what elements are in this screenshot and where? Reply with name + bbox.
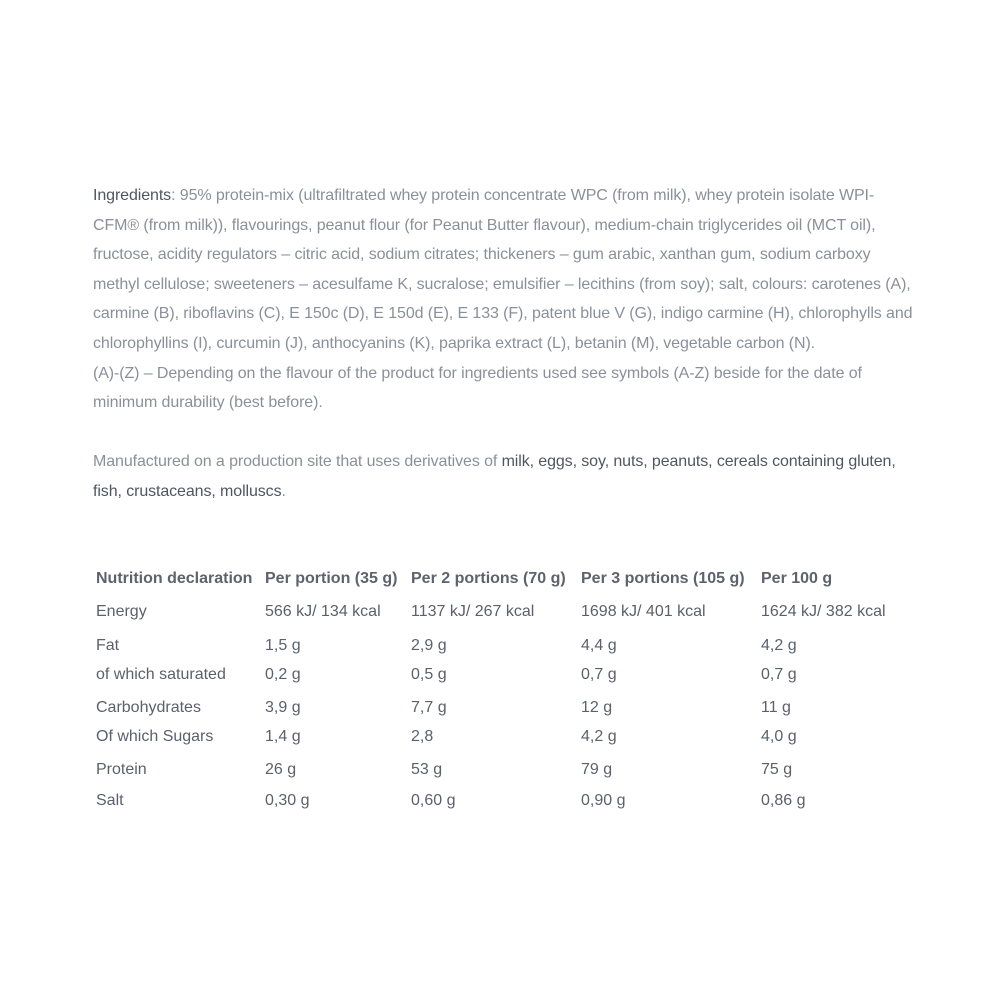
cell-value: 79 g — [581, 761, 613, 778]
cell-value: 4,2 g — [581, 728, 617, 745]
header-per-100g: Per 100 g — [761, 570, 833, 587]
cell-label: Salt — [96, 792, 124, 809]
spacer — [93, 418, 913, 448]
cell-label: Carbohydrates — [96, 699, 201, 716]
cell-value: 0,30 g — [265, 792, 310, 809]
header-per-2-portions: Per 2 portions (70 g) — [411, 570, 566, 587]
allergens-prefix: Manufactured on a production site that uses derivatives of — [93, 453, 502, 471]
cell-label: of which saturated — [96, 666, 226, 683]
allergens-paragraph — [93, 447, 913, 506]
cell-value: 566 kJ/ 134 kcal — [265, 603, 381, 620]
nutrition-table — [93, 562, 908, 816]
cell-value: 11 g — [761, 699, 791, 716]
symbols-note: (A)-(Z) – Depending on the flavour of the product for ingredients used see symbols (A-Z) beside for the date of minimum durability (best before). — [93, 364, 862, 412]
row-salt — [93, 785, 908, 816]
cell-value: 1,5 g — [265, 637, 301, 654]
row-saturated — [93, 661, 908, 689]
cell-value: 3,9 g — [265, 699, 301, 716]
cell-value: 4,0 g — [761, 728, 797, 745]
cell-value: 4,4 g — [581, 637, 617, 654]
row-carbohydrates — [93, 689, 908, 723]
row-fat — [93, 627, 908, 661]
cell-value: 0,60 g — [411, 792, 456, 809]
cell-value: 1,4 g — [265, 728, 301, 745]
cell-label: Of which Sugars — [96, 728, 214, 745]
cell-label: Fat — [96, 637, 120, 654]
row-energy — [93, 596, 908, 627]
header-nutrition-declaration: Nutrition declaration — [96, 570, 253, 587]
cell-value: 0,90 g — [581, 792, 626, 809]
cell-value: 2,9 g — [411, 637, 447, 654]
cell-value: 4,2 g — [761, 637, 797, 654]
cell-value: 1698 kJ/ 401 kcal — [581, 603, 706, 620]
cell-label: Protein — [96, 761, 147, 778]
product-info — [93, 181, 913, 507]
cell-value: 26 g — [265, 761, 297, 778]
allergens-suffix: . — [281, 482, 286, 500]
cell-value: 0,2 g — [265, 666, 301, 683]
row-protein — [93, 751, 908, 785]
cell-value: 75 g — [761, 761, 793, 778]
ingredients-text: : 95% protein-mix (ultrafiltrated whey protein concentrate WPC (from milk), whey protein isolate WPI-CFM® (from milk)), flavourings, peanut flour (for Peanut Butter flavour), medium-chain triglycerides oil (MCT oil), fructose, acidity regulators – citric acid, sodium citrates; thickeners – gum arabic, xanthan gum, sodium carboxy methyl cellulose; sweeteners – acesulfame K, sucralose; emulsifier – lecithins (from soy); salt, colours: carotenes (A), carmine (B), riboflavins (C), E 150c (D), E 150d (E), E 133 (F), patent blue V (G), indigo carmine (H), chlorophylls and chlorophyllins (I), curcumin (J), anthocyanins (K), paprika extract (L), betanin (M), vegetable carbon (N). — [93, 187, 913, 352]
row-sugars — [93, 723, 908, 751]
cell-value: 7,7 g — [411, 699, 447, 716]
cell-value: 53 g — [411, 761, 443, 778]
cell-value: 1137 kJ/ 267 kcal — [411, 603, 535, 620]
ingredients-label: Ingredients — [93, 187, 172, 204]
cell-value: 2,8 — [411, 728, 434, 745]
allergens-list: milk, eggs, soy, nuts, peanuts, cereals containing gluten, fish, crustaceans, molluscs — [93, 453, 896, 500]
ingredients-paragraph — [93, 181, 913, 418]
cell-label: Energy — [96, 603, 147, 620]
header-per-portion: Per portion (35 g) — [265, 570, 398, 587]
header-per-3-portions: Per 3 portions (105 g) — [581, 570, 745, 587]
cell-value: 12 g — [581, 699, 613, 716]
cell-value: 0,7 g — [761, 666, 797, 683]
cell-value: 0,7 g — [581, 666, 617, 683]
cell-value: 0,5 g — [411, 666, 447, 683]
cell-value: 1624 kJ/ 382 kcal — [761, 603, 886, 620]
nutrition-header-row — [93, 562, 908, 596]
cell-value: 0,86 g — [761, 792, 806, 809]
